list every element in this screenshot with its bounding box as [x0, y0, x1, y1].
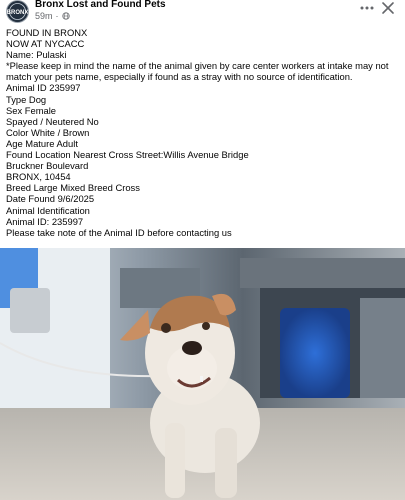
post-line: Color White / Brown	[6, 126, 90, 138]
dog-photo[interactable]	[0, 248, 405, 500]
post-time[interactable]: 59m	[35, 11, 53, 21]
post-line: Age Mature Adult	[6, 137, 78, 149]
post-body	[6, 27, 402, 238]
post-line: Type Dog	[6, 93, 47, 105]
more-horizontal-icon[interactable]	[359, 1, 375, 15]
post-header	[0, 0, 405, 24]
post-line: Breed Large Mixed Breed Cross	[6, 182, 140, 194]
globe-icon	[62, 12, 70, 20]
post-line: Name: Pulaski	[6, 49, 67, 61]
post-line: FOUND IN BRONX	[6, 27, 88, 38]
post-line: Animal Identification	[6, 204, 90, 216]
post-line: Spayed / Neutered No	[6, 115, 99, 127]
post-meta	[35, 11, 70, 21]
post-line: Animal ID 235997	[6, 82, 81, 94]
post-line: Date Found 9/6/2025	[6, 193, 95, 205]
post-line: Animal ID: 235997	[6, 215, 84, 227]
separator-dot: ·	[55, 11, 59, 21]
post-line: Found Location Nearest Cross Street:Willis Avenue Bridge	[6, 149, 249, 161]
dog-photo-illustration	[0, 248, 405, 500]
post-line: Please take note of the Animal ID before contacting us	[6, 226, 232, 238]
post-line: BRONX, 10454	[6, 171, 71, 183]
page-name-link[interactable]: Bronx Lost and Found Pets	[35, 0, 166, 10]
page-avatar[interactable]	[6, 0, 29, 23]
avatar-text: BRONX	[7, 10, 28, 16]
post-line: Sex Female	[6, 104, 57, 116]
post-line: *Please keep in mind the name of the animal given by care center workers at intake may not match your pets name, especially if found as a stray with no source of identification.	[6, 60, 392, 83]
post-line: Bruckner Boulevard	[6, 160, 89, 172]
post-line: NOW AT NYCACC	[6, 38, 85, 50]
bronx-logo-icon	[7, 1, 28, 22]
close-icon[interactable]	[381, 1, 395, 15]
